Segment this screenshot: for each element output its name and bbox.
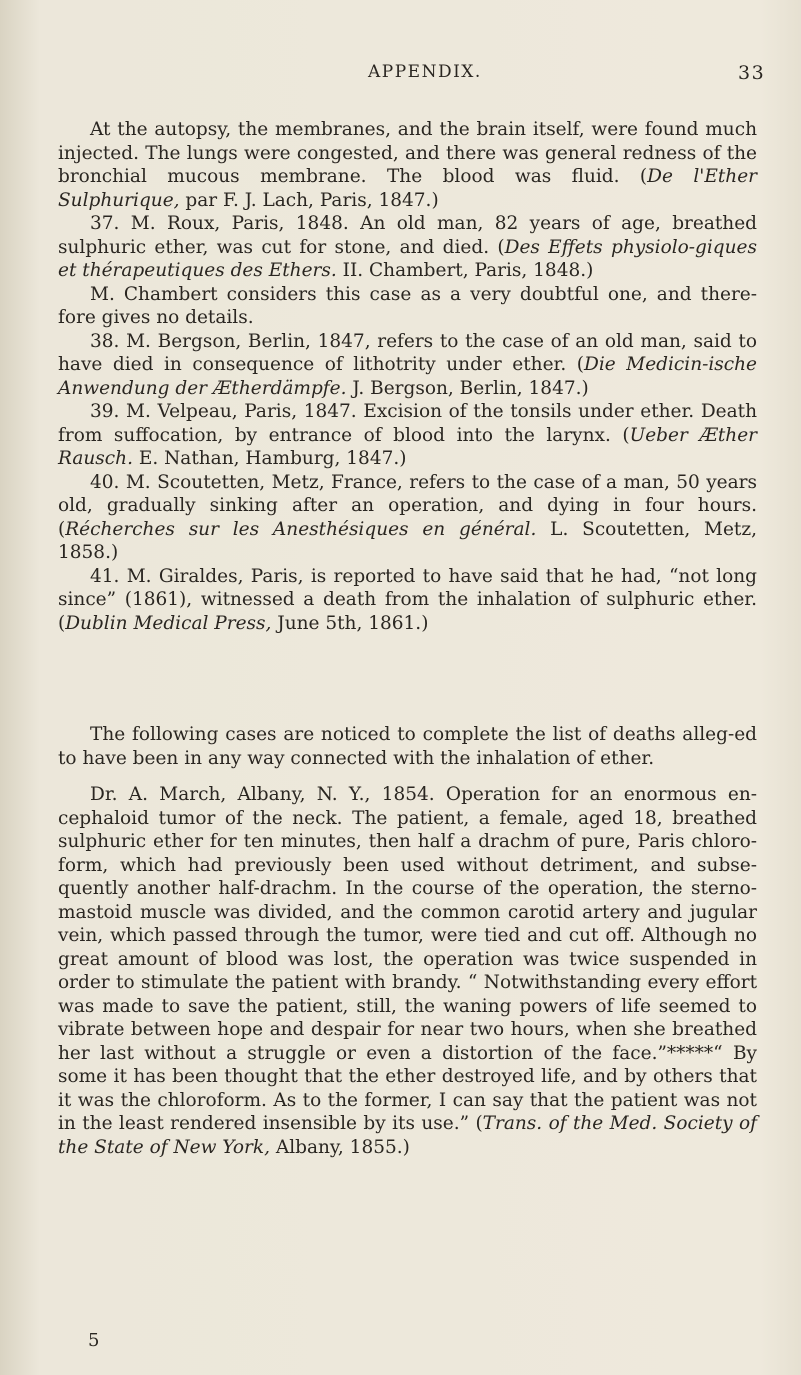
case-37: 37. M. Roux, Paris, 1848. An old man, 82 years of age, breathed sulphuric ether, was cut for stone, and died. (Des Effets physiolo-giques et thérapeutiques des Ethers. II. Chambert, Paris, 1848.) [58, 213, 757, 281]
page-number: 33 [738, 62, 766, 84]
case-39: 39. M. Velpeau, Paris, 1847. Excision of the tonsils under ether. Death from suffocation, by entrance of blood into the larynx. (Ueber Æther Rausch. E. Nathan, Hamburg, 1847.) [58, 401, 757, 469]
citation: Die Medicin-ische Anwendung der Ætherdämpfe. [58, 354, 758, 399]
citation: Des Effets physiolo-giques et thérapeutiques des Ethers. [58, 236, 757, 281]
case-40: 40. M. Scoutetten, Metz, France, refers to the case of a man, 50 years old, gradually sinking after an operation, and dying in four hours. (Récherches sur les Anesthésiques en général. L. Scoutetten, Metz, 1858.) [58, 471, 757, 563]
citation: De l'Ether Sulphurique, [58, 166, 757, 211]
running-head: APPENDIX. [368, 62, 482, 82]
paragraph-following-cases: The following cases are noticed to complete the list of deaths alleg-ed to have been in any way connected with the inhalation of ether. [58, 724, 757, 769]
signature-mark: 5 [88, 1330, 100, 1351]
paragraph-chambert-note: M. Chambert considers this case as a very doubtful one, and there-fore gives no details. [58, 283, 757, 328]
page-body [58, 118, 757, 1159]
case-march: Dr. A. March, Albany, N. Y., 1854. Operation for an enormous en-cephaloid tumor of the neck. The patient, a female, aged 18, breathed sulphuric ether for ten minutes, then half a drachm of pure, Paris chloro-form, which had previously been used without detriment, and subse-quently another half-drachm. In the course of the operation, the sterno-mastoid muscle was divided, and the common carotid artery and jugular vein, which passed through the tumor, were tied and cut off. Although no great amount of blood was lost, the operation was twice suspended in order to stimulate the patient with brandy. “ Notwithstanding every effort was made to save the patient, still, the waning powers of life seemed to vibrate between hope and despair for near two hours, when she breathed her last without a struggle or even a distortion of the face.”*****“ By some it has been thought that the ether destroyed life, and by others that it was the chloroform. As to the former, I can say that the patient was not in the least rendered insensible by its use.” (Trans. of the Med. Society of the State of New York, Albany, 1855.) [58, 784, 757, 1158]
paragraph-autopsy: At the autopsy, the membranes, and the brain itself, were found much injected. The lungs were congested, and there was general redness of the bronchial mucous membrane. The blood was fluid. (De l'Ether Sulphurique, par F. J. Lach, Paris, 1847.) [58, 119, 757, 211]
citation: Trans. of the Med. Society of the State of New York, [58, 1113, 757, 1158]
case-38: 38. M. Bergson, Berlin, 1847, refers to the case of an old man, said to have died in consequence of lithotrity under ether. (Die Medicin-ische Anwendung der Ætherdämpfe. J. Bergson, Berlin, 1847.) [58, 330, 758, 399]
citation: Récherches sur les Anesthésiques en général. [65, 518, 537, 540]
case-41: 41. M. Giraldes, Paris, is reported to have said that he had, “not long since” (1861), witnessed a death from the inhalation of sulphuric ether. (Dublin Medical Press, June 5th, 1861.) [58, 565, 757, 634]
citation: Ueber Æther Rausch. [58, 424, 757, 469]
citation: Dublin Medical Press, [65, 612, 272, 634]
